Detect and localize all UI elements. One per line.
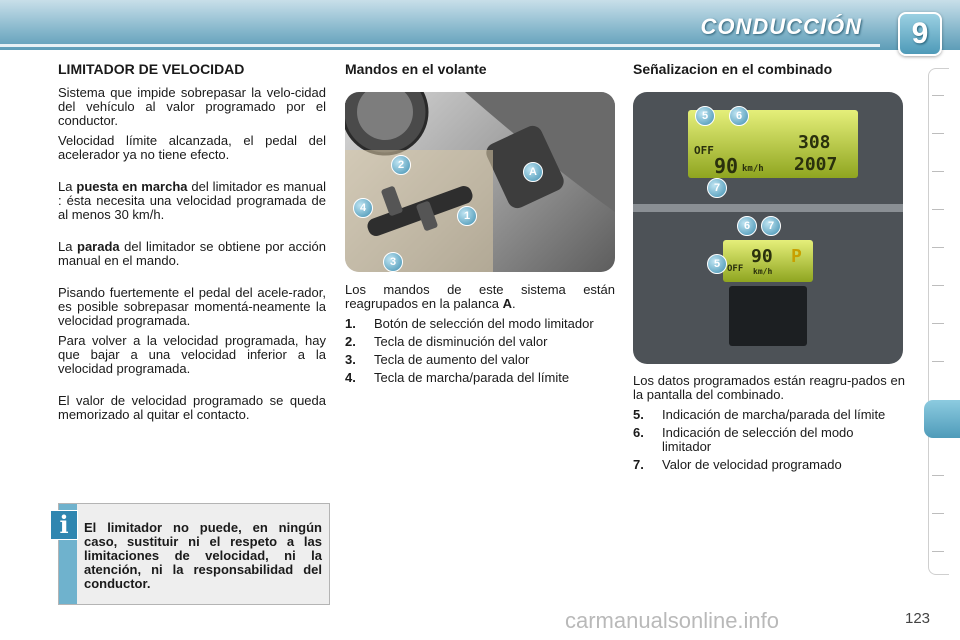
- paragraph: Para volver a la velocidad programada, hay que bajar a una velocidad inferior a la velocidad programada.: [58, 333, 326, 376]
- paragraph: Los datos programados están reagru-pados en la pantalla del combinado.: [633, 373, 905, 402]
- info-note-box: [58, 503, 330, 605]
- active-chapter-tab[interactable]: [924, 400, 960, 438]
- divider: [633, 204, 903, 212]
- chapter-number: 9: [911, 17, 929, 50]
- callout-marker: 7: [707, 178, 727, 198]
- controls-list: [345, 317, 615, 385]
- paragraph: Sistema que impide sobrepasar la velo-cidad del vehículo al valor programado por el conductor.: [58, 85, 326, 128]
- tab-marker[interactable]: [932, 361, 944, 362]
- bold-term: parada: [77, 239, 120, 254]
- callout-marker: 6: [729, 106, 749, 126]
- callout-marker: 3: [383, 252, 403, 272]
- list-item: 4. Tecla de marcha/parada del límite: [345, 370, 570, 385]
- tab-marker[interactable]: [932, 247, 944, 248]
- callout-marker: A: [523, 162, 543, 182]
- section-heading: LIMITADOR DE VELOCIDAD: [58, 61, 245, 77]
- tab-marker[interactable]: [932, 95, 944, 96]
- speed-unit: km/h: [742, 164, 764, 174]
- paragraph: Pisando fuertemente el pedal del acele-rador, es posible sobrepasar momentá-neamente la velocidad programada.: [58, 285, 326, 328]
- callout-marker: 2: [391, 155, 411, 175]
- chapter-number-badge: [898, 12, 942, 56]
- list-item: 1. Botón de selección del modo limitador: [345, 316, 594, 331]
- cluster-display-text: [633, 374, 905, 476]
- trip-value: 308: [798, 132, 831, 153]
- callout-marker: 6: [737, 216, 757, 236]
- callout-marker: 5: [707, 254, 727, 274]
- tab-marker[interactable]: [932, 285, 944, 286]
- speed-limiter-section: [58, 62, 326, 428]
- page-number: 123: [905, 610, 931, 627]
- callout-marker: 4: [353, 198, 373, 218]
- lcd-screen-blank: [729, 286, 807, 346]
- cluster-display-section: [633, 62, 905, 86]
- bold-term: A: [502, 296, 512, 311]
- tab-marker[interactable]: [932, 513, 944, 514]
- list-item: 2. Tecla de disminución del valor: [345, 334, 548, 349]
- bold-term: puesta en marcha: [76, 179, 188, 194]
- instrument-cluster-illustration: [633, 92, 903, 364]
- display-list: [633, 408, 905, 472]
- paragraph: La parada del limitador se obtiene por acción manual en el mando.: [58, 239, 327, 268]
- section-heading: Mandos en el volante: [345, 61, 487, 77]
- steering-stalk-illustration: [345, 92, 615, 272]
- chapter-header: [0, 0, 960, 50]
- list-item: 5. Indicación de marcha/parada del límite: [633, 407, 886, 422]
- paragraph: Velocidad límite alcanzada, el pedal del acelerador ya no tiene efecto.: [58, 133, 326, 162]
- steering-controls-section: [345, 62, 615, 86]
- list-item: 6. Indicación de selección del modo limitador: [633, 425, 854, 454]
- speed-unit: km/h: [753, 267, 773, 276]
- display-bottom: [723, 240, 813, 282]
- list-item: 7. Valor de velocidad programado: [633, 457, 842, 472]
- speed-value: 90: [714, 154, 739, 178]
- callout-marker: 1: [457, 206, 477, 226]
- stalk-drawing: [345, 92, 615, 272]
- callout-marker: 5: [695, 106, 715, 126]
- chapter-title: CONDUCCIÓN: [700, 14, 862, 39]
- tab-marker[interactable]: [932, 133, 944, 134]
- tab-marker[interactable]: [932, 171, 944, 172]
- speed-value: 90: [751, 246, 773, 267]
- tab-marker[interactable]: [932, 475, 944, 476]
- paragraph: La puesta en marcha del limitador es manual : ésta necesita una velocidad programada de al menos 30 km/h.: [58, 179, 326, 222]
- paragraph: Los mandos de este sistema están reagrupados en la palanca A.: [345, 282, 615, 311]
- tab-marker[interactable]: [932, 551, 944, 552]
- status-text: OFF: [727, 264, 744, 274]
- header-divider: [0, 44, 880, 47]
- steering-controls-text: [345, 283, 615, 389]
- gear-indicator: P: [791, 246, 802, 267]
- chapter-tab-strip: [928, 68, 949, 575]
- info-note-text: El limitador no puede, en ningún caso, sustituir ni el respeto a las limitaciones de velocidad, ni la atención, ni la responsabilidad del conductor.: [84, 520, 322, 591]
- list-item: 3. Tecla de aumento del valor: [345, 352, 530, 367]
- tab-marker[interactable]: [932, 209, 944, 210]
- callout-marker: 7: [761, 216, 781, 236]
- tab-marker[interactable]: [932, 323, 944, 324]
- info-icon: i: [50, 510, 78, 540]
- watermark: carmanualsonline.info: [565, 608, 780, 633]
- section-heading: Señalizacion en el combinado: [633, 61, 833, 77]
- status-text: OFF: [694, 144, 714, 157]
- paragraph: El valor de velocidad programado se queda memorizado al quitar el contacto.: [58, 393, 326, 422]
- odometer-value: 2007: [794, 154, 838, 175]
